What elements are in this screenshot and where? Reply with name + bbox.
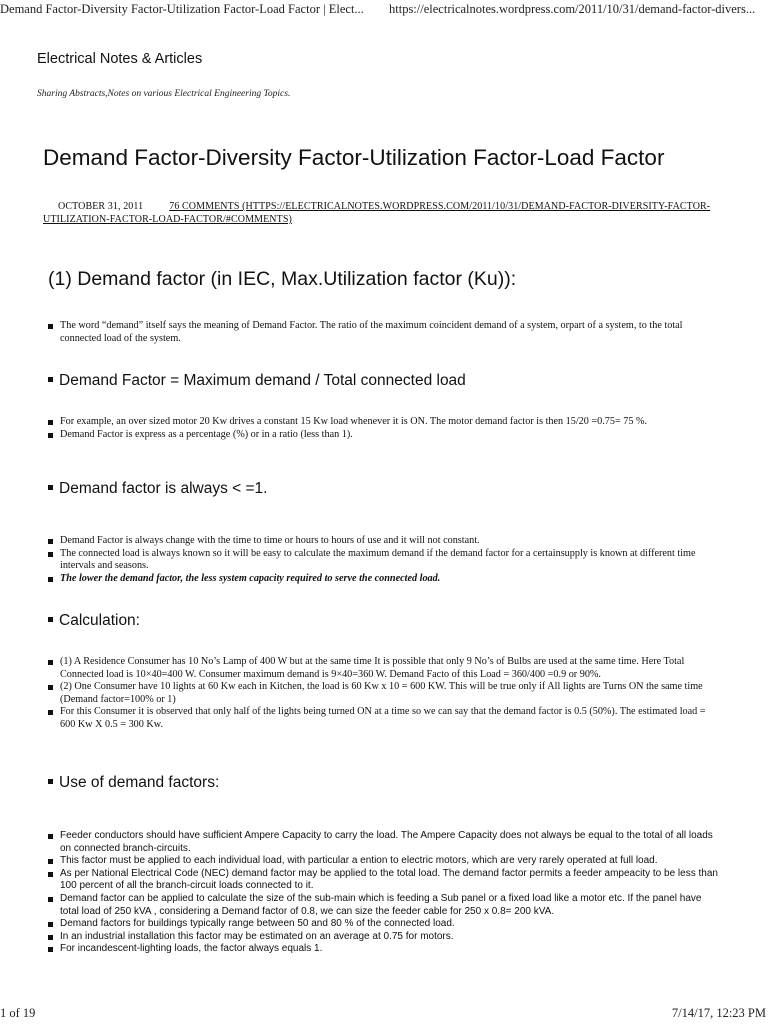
- list-item: The connected load is always known so it will be easy to calculate the maximum demand if the demand factor for a certainsupply is known at different time intervals and seasons.: [48, 548, 720, 573]
- list-item: Demand factors for buildings typically range between 50 and 80 % of the connected load.: [48, 918, 720, 931]
- bullet-icon: [48, 377, 53, 382]
- list-item: The word “demand” itself says the meaning of Demand Factor. The ratio of the maximum coincident demand of a system, orpart of a system, to the total connected load of the system.: [48, 320, 720, 345]
- bullet-icon: [48, 859, 53, 864]
- bullet-icon: [48, 779, 53, 784]
- use-bullet-list: [48, 830, 720, 956]
- bullet-icon: [48, 947, 53, 952]
- bullet-icon: [48, 834, 53, 839]
- print-page-title: Demand Factor-Diversity Factor-Utilization Factor-Load Factor | Elect...: [0, 2, 364, 16]
- list-item: For incandescent-lighting loads, the factor always equals 1.: [48, 943, 720, 956]
- bullet-icon: [48, 552, 53, 557]
- bullet-icon: [48, 324, 53, 329]
- bullet-icon: [48, 710, 53, 715]
- always-bullet-list: [48, 535, 720, 585]
- print-header: [0, 0, 768, 22]
- print-footer: [0, 1006, 768, 1024]
- bullet-icon: [48, 660, 53, 665]
- bullet-icon: [48, 935, 53, 940]
- page-number: 1 of 19: [0, 1006, 36, 1020]
- formula-heading: Demand Factor = Maximum demand / Total connected load: [48, 372, 466, 390]
- always-heading: Demand factor is always < =1.: [48, 480, 268, 498]
- list-item: Demand Factor is express as a percentage (%) or in a ratio (less than 1).: [48, 429, 720, 442]
- list-item: The lower the demand factor, the less system capacity required to serve the connected load.: [48, 573, 720, 586]
- list-item: Demand factor can be applied to calculate the size of the sub-main which is feeding a Sub panel or a fixed load like a motor etc. If the panel have total load of 250 kVA , considering a Demand factor of 0.8, we can size the feeder cable for 250 x 0.8= 200 kVA.: [48, 893, 720, 918]
- list-item: For example, an over sized motor 20 Kw drives a constant 15 Kw load whenever it is ON. The motor demand factor is then 15/20 =0.75= 75 %.: [48, 416, 720, 429]
- example-bullet-list: [48, 416, 720, 441]
- print-page-url: https://electricalnotes.wordpress.com/2011/10/31/demand-factor-divers...: [389, 2, 756, 16]
- comments-link[interactable]: 76 COMMENTS (HTTPS://ELECTRICALNOTES.WORDPRESS.COM/2011/10/31/DEMAND-FACTOR-DIVERSITY-FACTOR-UTILIZATION-FACTOR-LOAD-FACTOR/#COMMENTS): [43, 201, 711, 225]
- list-item: (2) One Consumer have 10 lights at 60 Kw each in Kitchen, the load is 60 Kw x 10 = 600 KW. This will be true only if All lights are Turns ON the same time (Demand factor=100% or 1): [48, 681, 720, 706]
- post-meta: [43, 200, 723, 226]
- bullet-icon: [48, 617, 53, 622]
- list-item: This factor must be applied to each individual load, with particular a ention to electric motors, which are very rarely operated at full load.: [48, 855, 720, 868]
- bullet-icon: [48, 897, 53, 902]
- list-item: For this Consumer it is observed that only half of the lights being turned ON at a time so we can say that the demand factor is 0.5 (50%). The estimated load = 600 Kw X 0.5 = 300 Kw.: [48, 706, 720, 731]
- bullet-icon: [48, 577, 53, 582]
- list-item: Feeder conductors should have sufficient Ampere Capacity to carry the load. The Ampere Capacity does not always be equal to the total of all loads on connected branch-circuits.: [48, 830, 720, 855]
- post-title: Demand Factor-Diversity Factor-Utilization Factor-Load Factor: [43, 145, 665, 170]
- bullet-icon: [48, 872, 53, 877]
- use-heading: Use of demand factors:: [48, 774, 219, 792]
- bullet-icon: [48, 539, 53, 544]
- post-date-link[interactable]: OCTOBER 31, 2011: [58, 201, 144, 212]
- print-datetime: 7/14/17, 12:23 PM: [671, 1006, 766, 1020]
- bullet-icon: [48, 922, 53, 927]
- bullet-icon: [48, 685, 53, 690]
- list-item: (1) A Residence Consumer has 10 No’s Lamp of 400 W but at the same time It is possible that only 9 No’s of Bulbs are used at the same time. Here Total Connected load is 10×40=400 W. Consumer maximum demand is 9×40=360 W. Demand Facto of this Load = 360/400 =0.9 or 90%.: [48, 656, 720, 681]
- calculation-bullet-list: [48, 656, 720, 732]
- list-item: As per National Electrical Code (NEC) demand factor may be applied to the total load. The demand factor permits a feeder ampeacity to be less than 100 percent of all the branch-circuit loads connected to it.: [48, 868, 720, 893]
- site-title-link[interactable]: Electrical Notes & Articles: [37, 51, 203, 67]
- calculation-heading: Calculation:: [48, 612, 140, 630]
- site-tagline: Sharing Abstracts,Notes on various Electrical Engineering Topics.: [37, 89, 291, 99]
- list-item: In an industrial installation this factor may be estimated on an average at 0.75 for motors.: [48, 931, 720, 944]
- intro-bullet-list: [48, 320, 720, 345]
- section-heading-demand-factor: (1) Demand factor (in IEC, Max.Utilization factor (Ku)):: [48, 268, 517, 290]
- bullet-icon: [48, 485, 53, 490]
- list-item: Demand Factor is always change with the time to time or hours to hours of use and it will not constant.: [48, 535, 720, 548]
- bullet-icon: [48, 420, 53, 425]
- bullet-icon: [48, 433, 53, 438]
